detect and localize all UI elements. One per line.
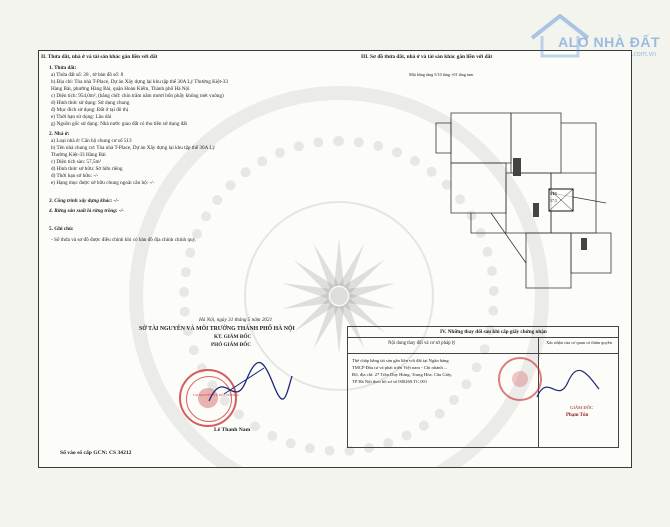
land-line: đ) Mục đích sử dụng: Đất ở tại đô thị <box>51 107 129 113</box>
certificate-page <box>38 50 632 468</box>
changes-table <box>347 326 619 448</box>
land-line: c) Diện tích: 954,0m², (bằng chữ: chín trăm năm mươi bốn phẩy không mét vuông) <box>51 93 224 99</box>
land-line: a) Thửa đất số: 28 , tờ bản đồ số: 8 <box>51 72 124 78</box>
apartment-line: a) Loại nhà ở: Căn hộ chung cư số 513 <box>51 138 132 144</box>
changes-title: IV. Những thay đổi sau khi cấp giấy chứng nhận <box>440 329 547 335</box>
changes-col-content: Nội dung thay đổi và cơ sở pháp lý <box>388 341 456 346</box>
change-entry-line: TP Hà Nội theo hồ sơ số 000269.TC.001 <box>352 379 428 384</box>
signature-left <box>204 356 294 411</box>
land-line: b) Địa chỉ: Tòa nhà T-Place, Dự án Xây dựng lại khu tập thể 30A Lý Thường Kiệt-33 <box>51 79 228 85</box>
director-name: Phạm Tôn <box>566 413 589 418</box>
change-entry-line: Đô, địa chỉ: 27 Trần Duy Hưng, Trung Hòa, Cầu Giấy, <box>352 372 453 377</box>
apartment-line: e) Hạng mục được sở hữu chung ngoài căn hộ: -/- <box>51 180 155 186</box>
note-line: - Số thửa và sơ đồ được điều chỉnh khi có bản đồ địa chính chính quy. <box>51 237 197 243</box>
kt-director: KT. GIÁM ĐỐC <box>214 334 252 340</box>
floor-plan-caption: Mặt bằng tầng 5/10 tầng +01 tầng tum <box>409 72 474 77</box>
seal-text: TÀI NGUYÊN VÀ MÔI TRƯỜNG <box>192 392 240 397</box>
signer-name: Lê Thanh Nam <box>214 427 251 433</box>
issue-date: Hà Nội, ngày 31 tháng 5 năm 2021 <box>199 317 273 323</box>
apartment-line: c) Diện tích sàn: 57,5m² <box>51 159 102 165</box>
land-line: g) Nguồn gốc sử dụng: Nhà nước giao đất có thu tiền sử dụng đất <box>51 121 187 127</box>
land-line: Hàng Bài, phường Hàng Bài, quận Hoàn Kiếm, Thành phố Hà Nội <box>51 86 190 92</box>
forest-line: 4. Rừng sản xuất là rừng trồng: -/- <box>49 208 124 214</box>
apartment-line: b) Tên nhà chung cư: Tòa nhà T-Place, Dự án Xây dựng lại khu tập thể 30A Lý <box>51 145 216 151</box>
apartment-line: d) Hình thức sở hữu: Sở hữu riêng <box>51 166 123 172</box>
other-construction: 3. Công trình xây dựng khác: -/- <box>49 198 119 204</box>
section-ii-header: II. Thửa đất, nhà ở và tài sản khác gắn liền với đất <box>41 54 158 60</box>
land-line: e) Thời hạn sử dụng: Lâu dài <box>51 114 112 120</box>
section-iii-header: III. Sơ đồ thửa đất, nhà ở và tài sản khác gắn liền với đất <box>361 54 493 60</box>
certificate-serial: Số vào sổ cấp GCN: CS 34212 <box>60 450 132 456</box>
apartment-title: 2. Nhà ở: <box>49 131 70 137</box>
floor-plan-diagram <box>431 103 621 303</box>
apartment-line: đ) Thời hạn sở hữu: -/- <box>51 173 99 179</box>
watermark-brand: ALO NHÀ ĐẤT <box>558 34 660 50</box>
change-entry-line: Thế chấp bằng tài sản gắn liền với đất tại Ngân hàng <box>352 358 449 363</box>
changes-col-confirm: Xác nhận của cơ quan có thẩm quyền <box>546 340 612 345</box>
notes-title: 5. Ghi chú: <box>49 226 74 232</box>
issuing-authority: SỞ TÀI NGUYÊN VÀ MÔI TRƯỜNG THÀNH PHỐ HÀ NỘI <box>139 326 295 332</box>
watermark-domain: .com.vn <box>631 51 656 58</box>
unit-number: 513 <box>550 191 557 196</box>
unit-area: 57,5 <box>550 198 557 203</box>
change-entry-line: TMCP Đầu tư và phát triển Việt nam - Chi nhánh ... <box>352 365 448 370</box>
apartment-line: Thường Kiệt-33 Hàng Bài <box>51 152 106 158</box>
deputy-director: PHÓ GIÁM ĐỐC <box>211 342 252 348</box>
land-parcel-title: 1. Thửa đất: <box>49 65 77 71</box>
signature-right <box>533 367 603 407</box>
land-line: d) Hình thức sử dụng: Sử dụng chung <box>51 100 130 106</box>
director-title: GIÁM ĐỐC <box>570 405 594 410</box>
